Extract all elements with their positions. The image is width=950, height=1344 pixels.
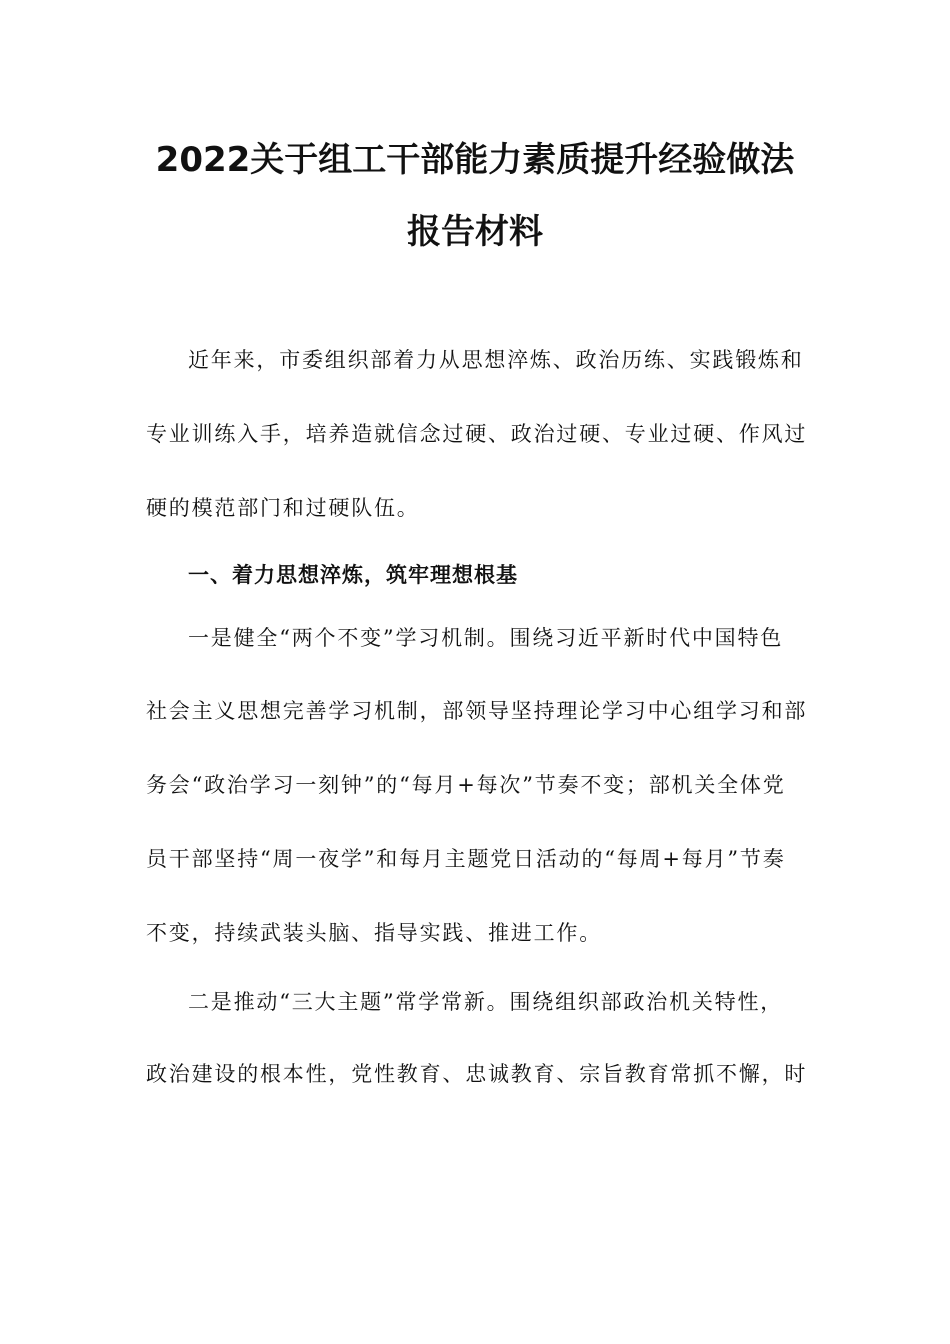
- paragraph-2-line-2: 政治建设的根本性，党性教育、忠诚教育、宗旨教育常抓不懈，时: [146, 1062, 808, 1086]
- document-title-line-2: 报告材料: [407, 212, 543, 252]
- document-title-line-1: 2022关于组工干部能力素质提升经验做法: [155, 140, 795, 180]
- paragraph-1-line-4: 员干部坚持“周一夜学”和每月主题党日活动的“每周+每月”节奏: [146, 847, 786, 871]
- section-heading-1: 一、着力思想淬炼，筑牢理想根基: [188, 563, 518, 587]
- paragraph-intro-line-3: 硬的模范部门和过硬队伍。: [146, 496, 420, 520]
- paragraph-1-line-3: 务会“政治学习一刻钟”的“每月+每次”节奏不变；部机关全体党: [146, 773, 786, 797]
- paragraph-1-line-5: 不变，持续武装头脑、指导实践、推进工作。: [146, 921, 602, 945]
- paragraph-1-line-2: 社会主义思想完善学习机制，部领导坚持理论学习中心组学习和部: [146, 699, 808, 723]
- paragraph-intro-line-1: 近年来，市委组织部着力从思想淬炼、政治历练、实践锻炼和: [188, 348, 804, 372]
- paragraph-1-line-1: 一是健全“两个不变”学习机制。围绕习近平新时代中国特色: [188, 626, 784, 650]
- paragraph-2-line-1: 二是推动“三大主题”常学常新。围绕组织部政治机关特性，: [188, 990, 784, 1014]
- paragraph-intro-line-2: 专业训练入手，培养造就信念过硬、政治过硬、专业过硬、作风过: [146, 422, 808, 446]
